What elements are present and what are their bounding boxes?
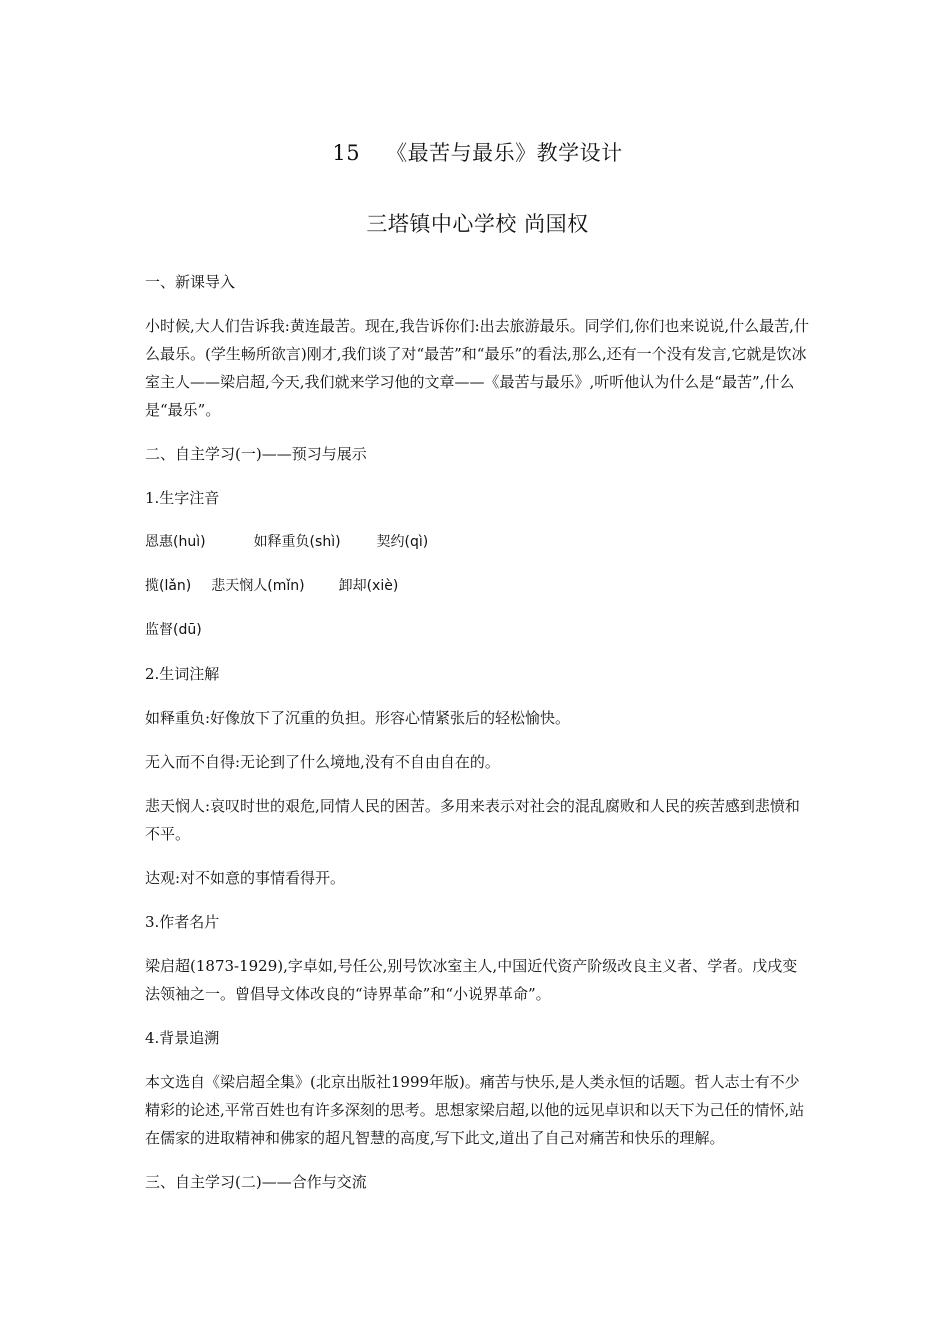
section-heading-3: 三、自主学习(二)——合作与交流 — [145, 1173, 367, 1191]
section-heading-2: 二、自主学习(一)——预习与展示 — [145, 445, 367, 463]
subheading-author: 3.作者名片 — [145, 913, 220, 931]
document-body — [145, 268, 810, 1212]
subheading-pronunciation: 1.生字注音 — [145, 489, 220, 507]
pinyin-item: 揽(lǎn) — [145, 578, 192, 594]
vocab-entry: 达观:对不如意的事情看得开。 — [145, 869, 346, 887]
pinyin-row-3 — [145, 616, 810, 644]
pinyin-row-2 — [145, 572, 810, 600]
pinyin-row-1 — [145, 528, 810, 556]
background-paragraph: 本文选自《梁启超全集》(北京出版社1999年版)。痛苦与快乐,是人类永恒的话题。哲人志士有不少精彩的论述,平常百姓也有许多深刻的思考。思想家梁启超,以他的远见卓识和以天下为己任的情怀,站在儒家的进取精神和佛家的超凡智慧的高度,写下此文,道出了自己对痛苦和快乐的理解。 — [145, 1073, 805, 1147]
pinyin-item: 恩惠(huì) — [145, 534, 206, 550]
section-heading-1: 一、新课导入 — [145, 273, 236, 291]
lesson-title: 《最苦与最乐》教学设计 — [386, 141, 623, 165]
pinyin-item: 监督(dū) — [145, 622, 202, 638]
vocab-entry: 如释重负:好像放下了沉重的负担。形容心情紧张后的轻松愉快。 — [145, 709, 571, 727]
document-title — [145, 137, 810, 167]
lesson-number: 15 — [332, 141, 361, 165]
pinyin-item: 如释重负(shì) — [253, 534, 341, 550]
subheading-vocabulary: 2.生词注解 — [145, 665, 220, 683]
pinyin-item: 卸却(xiè) — [338, 578, 399, 594]
vocab-entry: 悲天悯人:哀叹时世的艰危,同情人民的困苦。多用来表示对社会的混乱腐败和人民的疾苦感到悲愤和不平。 — [145, 797, 800, 843]
intro-paragraph: 小时候,大人们告诉我:黄连最苦。现在,我告诉你们:出去旅游最乐。同学们,你们也来说说,什么最苦,什么最乐。(学生畅所欲言)刚才,我们谈了对“最苦”和“最乐”的看法,那么,还有一个没有发言,它就是饮冰室主人——梁启超,今天,我们就来学习他的文章——《最苦与最乐》,听听他认为什么是“最苦”,什么是“最乐”。 — [145, 317, 809, 419]
subheading-background: 4.背景追溯 — [145, 1029, 220, 1047]
author-paragraph: 梁启超(1873-1929),字卓如,号任公,别号饮冰室主人,中国近代资产阶级改良主义者、学者。戊戌变法领袖之一。曾倡导文体改良的“诗界革命”和“小说界革命”。 — [145, 957, 798, 1003]
pinyin-item: 悲天悯人(mǐn) — [211, 578, 305, 594]
pinyin-item: 契约(qì) — [376, 534, 429, 550]
author-line: 三塔镇中心学校 尚国权 — [366, 212, 589, 236]
vocab-entry: 无入而不自得:无论到了什么境地,没有不自由自在的。 — [145, 753, 500, 771]
